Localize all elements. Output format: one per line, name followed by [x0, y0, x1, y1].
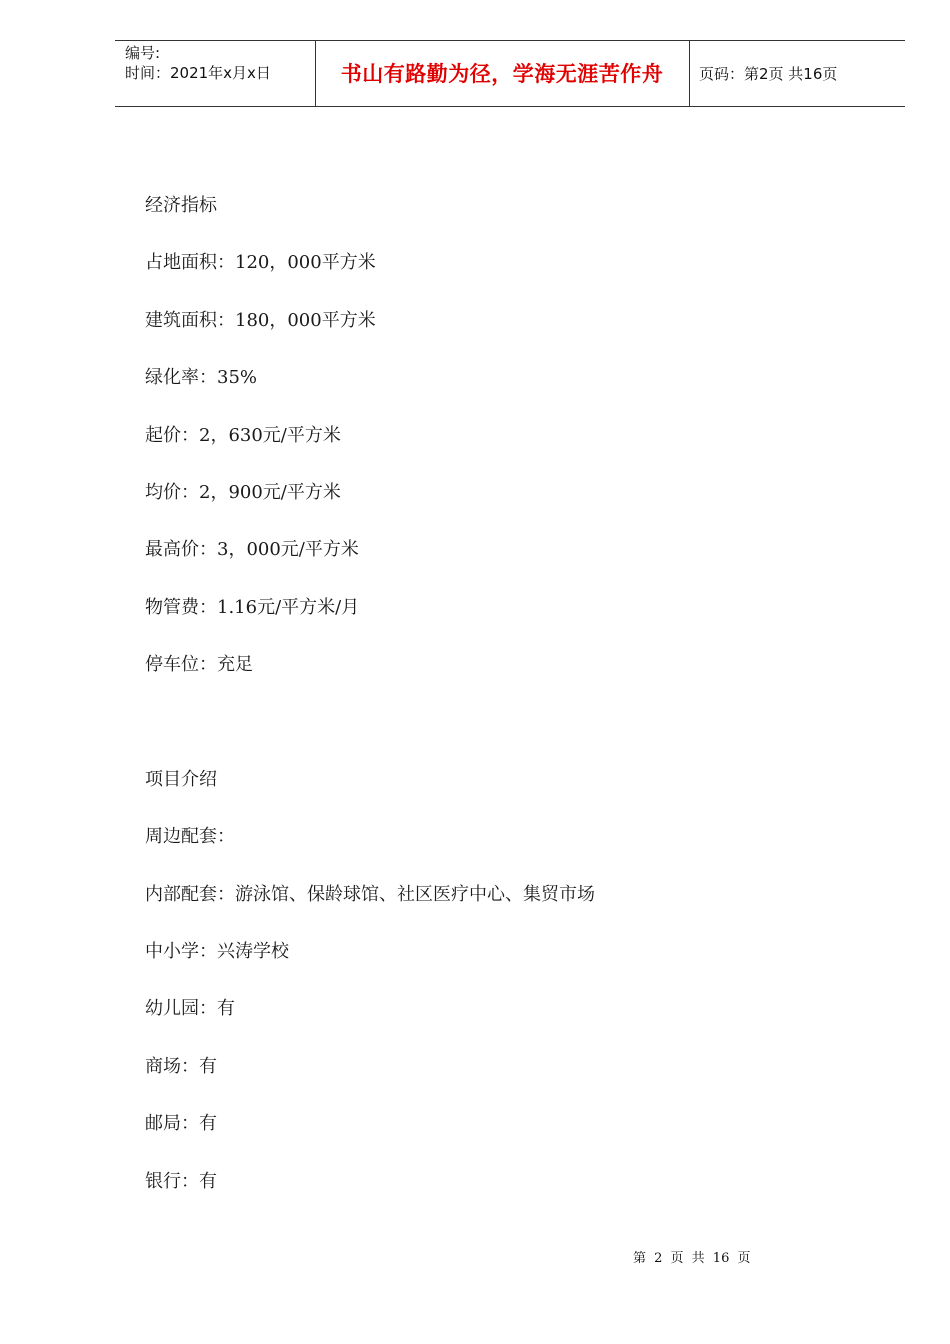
project-item-mall: 商场：有 — [145, 1055, 217, 1077]
document-date: 时间：2021年x月x日 — [125, 64, 271, 82]
page-footer: 第 2 页 共 16 页 — [633, 1251, 751, 1266]
page-header — [115, 40, 905, 107]
header-divider-right — [689, 41, 690, 106]
project-item-internal: 内部配套：游泳馆、保龄球馆、社区医疗中心、集贸市场 — [145, 883, 595, 905]
project-item-bank: 银行：有 — [145, 1170, 217, 1192]
document-body — [145, 192, 865, 1225]
project-item-surrounding: 周边配套： — [145, 826, 235, 848]
economic-item-start-price: 起价：2，630元/平方米 — [145, 424, 341, 446]
header-meta — [125, 43, 271, 83]
section-spacer — [145, 709, 865, 766]
document-number-label: 编号: — [125, 44, 161, 62]
project-item-post-office: 邮局：有 — [145, 1113, 217, 1135]
economic-item-parking: 停车位：充足 — [145, 654, 253, 676]
project-item-kindergarten: 幼儿园：有 — [145, 998, 235, 1020]
economic-item-green-rate: 绿化率：35% — [145, 367, 258, 389]
header-motto: 书山有路勤为径，学海无涯苦作舟 — [340, 62, 664, 86]
economic-item-avg-price: 均价：2，900元/平方米 — [145, 481, 341, 503]
economic-item-land-area: 占地面积：120，000平方米 — [145, 252, 376, 274]
project-item-school: 中小学：兴涛学校 — [145, 941, 289, 963]
header-page-info: 页码：第2页 共16页 — [699, 65, 838, 83]
section-title-project: 项目介绍 — [145, 768, 217, 790]
economic-item-property-fee: 物管费：1.16元/平方米/月 — [145, 596, 360, 618]
economic-item-max-price: 最高价：3，000元/平方米 — [145, 539, 359, 561]
economic-item-building-area: 建筑面积：180，000平方米 — [145, 309, 376, 331]
section-title-economic: 经济指标 — [145, 195, 217, 216]
